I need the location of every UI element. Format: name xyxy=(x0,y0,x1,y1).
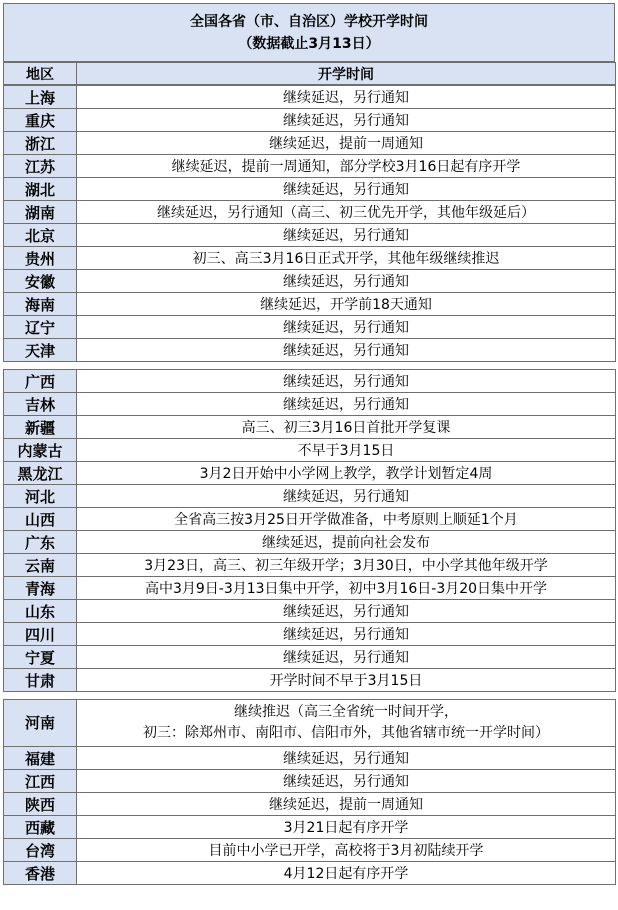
status-text: 高中3月9日-3月13日集中开学，初中3月16日-3月20日集中开学 xyxy=(77,577,616,600)
status-text xyxy=(77,700,616,747)
status-text: 继续延迟，提前向社会发布 xyxy=(77,531,616,554)
school-opening-table xyxy=(3,3,615,885)
title-line-1: 全国各省（市、自治区）学校开学时间 xyxy=(190,13,428,30)
status-text: 继续延迟，另行通知 xyxy=(77,485,616,508)
region-name: 广东 xyxy=(4,531,77,554)
region-name: 湖北 xyxy=(4,178,77,201)
region-name: 上海 xyxy=(4,86,77,109)
status-text: 继续延迟，提前一周通知 xyxy=(77,132,616,155)
table-row xyxy=(4,393,616,416)
region-name: 山西 xyxy=(4,508,77,531)
status-text: 高三、初三3月16日首批开学复课 xyxy=(77,416,616,439)
table-row xyxy=(4,577,616,600)
table-row xyxy=(4,747,616,770)
status-text: 目前中小学已开学，高校将于3月初陆续开学 xyxy=(77,839,616,862)
table-row xyxy=(4,770,616,793)
status-text: 3月21日起有序开学 xyxy=(77,816,616,839)
header-time: 开学时间 xyxy=(77,63,616,85)
status-text: 全省高三按3月25日开学做准备，中考原则上顺延1个月 xyxy=(77,508,616,531)
table-row xyxy=(4,293,616,316)
table-row xyxy=(4,462,616,485)
table-row xyxy=(4,416,616,439)
region-name: 四川 xyxy=(4,623,77,646)
status-text: 3月2日开始中小学网上教学，教学计划暂定4周 xyxy=(77,462,616,485)
status-text: 3月23日，高三、初三年级开学；3月30日，中小学其他年级开学 xyxy=(77,554,616,577)
table-row xyxy=(4,554,616,577)
status-text: 继续延迟，开学前18天通知 xyxy=(77,293,616,316)
region-name: 广西 xyxy=(4,370,77,393)
table-row xyxy=(4,839,616,862)
region-name: 甘肃 xyxy=(4,669,77,692)
status-text: 继续延迟，另行通知 xyxy=(77,747,616,770)
header-table xyxy=(3,62,616,85)
region-name: 天津 xyxy=(4,339,77,362)
region-name: 宁夏 xyxy=(4,646,77,669)
region-name: 江苏 xyxy=(4,155,77,178)
status-text: 继续延迟，另行通知 xyxy=(77,393,616,416)
region-name: 海南 xyxy=(4,293,77,316)
title-line-2: （数据截止3月13日） xyxy=(238,35,380,52)
table-row xyxy=(4,862,616,885)
region-group-2 xyxy=(3,369,616,692)
group-separator xyxy=(3,362,615,369)
region-name: 吉林 xyxy=(4,393,77,416)
status-text: 继续延迟，另行通知 xyxy=(77,109,616,132)
region-name: 山东 xyxy=(4,600,77,623)
status-text: 继续延迟，提前一周通知 xyxy=(77,793,616,816)
status-text: 继续延迟，另行通知 xyxy=(77,86,616,109)
region-name: 江西 xyxy=(4,770,77,793)
table-row xyxy=(4,201,616,224)
status-text: 不早于3月15日 xyxy=(77,439,616,462)
region-name: 贵州 xyxy=(4,247,77,270)
table-row xyxy=(4,485,616,508)
region-name: 新疆 xyxy=(4,416,77,439)
status-text: 4月12日起有序开学 xyxy=(77,862,616,885)
status-text: 继续延迟，另行通知 xyxy=(77,224,616,247)
region-name: 西藏 xyxy=(4,816,77,839)
region-name: 重庆 xyxy=(4,109,77,132)
status-text: 继续延迟，另行通知 xyxy=(77,646,616,669)
status-text: 继续延迟，另行通知 xyxy=(77,600,616,623)
status-text: 继续延迟，另行通知 xyxy=(77,339,616,362)
table-row xyxy=(4,109,616,132)
status-text: 继续延迟，另行通知 xyxy=(77,270,616,293)
region-name: 浙江 xyxy=(4,132,77,155)
region-name: 福建 xyxy=(4,747,77,770)
table-row xyxy=(4,793,616,816)
status-text: 继续延迟，提前一周通知，部分学校3月16日起有序开学 xyxy=(77,155,616,178)
region-group-3 xyxy=(3,699,616,885)
table-row xyxy=(4,816,616,839)
region-name: 河南 xyxy=(4,700,77,747)
status-text: 初三、高三3月16日正式开学，其他年级继续推迟 xyxy=(77,247,616,270)
table-row xyxy=(4,646,616,669)
region-name: 河北 xyxy=(4,485,77,508)
table-row xyxy=(4,623,616,646)
region-name: 安徽 xyxy=(4,270,77,293)
region-name: 内蒙古 xyxy=(4,439,77,462)
region-group-1 xyxy=(3,85,616,362)
status-text: 开学时间不早于3月15日 xyxy=(77,669,616,692)
header-region: 地区 xyxy=(4,63,77,85)
region-name: 辽宁 xyxy=(4,316,77,339)
region-name: 云南 xyxy=(4,554,77,577)
status-line-2: 初三：除郑州市、南阳市、信阳市外，其他省辖市统一开学时间） xyxy=(143,725,549,741)
status-line-1: 继续推迟（高三全省统一时间开学， xyxy=(234,704,458,720)
region-name: 陕西 xyxy=(4,793,77,816)
table-title xyxy=(3,3,615,62)
table-row xyxy=(4,370,616,393)
status-text: 继续延迟，另行通知 xyxy=(77,370,616,393)
table-row xyxy=(4,224,616,247)
status-text: 继续延迟，另行通知 xyxy=(77,178,616,201)
table-row xyxy=(4,132,616,155)
region-name: 台湾 xyxy=(4,839,77,862)
table-row xyxy=(4,339,616,362)
table-row xyxy=(4,270,616,293)
table-row xyxy=(4,155,616,178)
table-row xyxy=(4,86,616,109)
table-row xyxy=(4,600,616,623)
table-row xyxy=(4,508,616,531)
table-row xyxy=(4,531,616,554)
region-name: 黑龙江 xyxy=(4,462,77,485)
table-row xyxy=(4,439,616,462)
table-row xyxy=(4,316,616,339)
region-name: 湖南 xyxy=(4,201,77,224)
status-text: 继续延迟，另行通知（高三、初三优先开学，其他年级延后） xyxy=(77,201,616,224)
region-name: 青海 xyxy=(4,577,77,600)
table-row xyxy=(4,247,616,270)
region-name: 香港 xyxy=(4,862,77,885)
status-text: 继续延迟，另行通知 xyxy=(77,770,616,793)
group-separator xyxy=(3,692,615,699)
region-name: 北京 xyxy=(4,224,77,247)
table-row-henan xyxy=(4,700,616,747)
table-row xyxy=(4,178,616,201)
status-text: 继续延迟，另行通知 xyxy=(77,316,616,339)
status-text: 继续延迟，另行通知 xyxy=(77,623,616,646)
table-row xyxy=(4,669,616,692)
